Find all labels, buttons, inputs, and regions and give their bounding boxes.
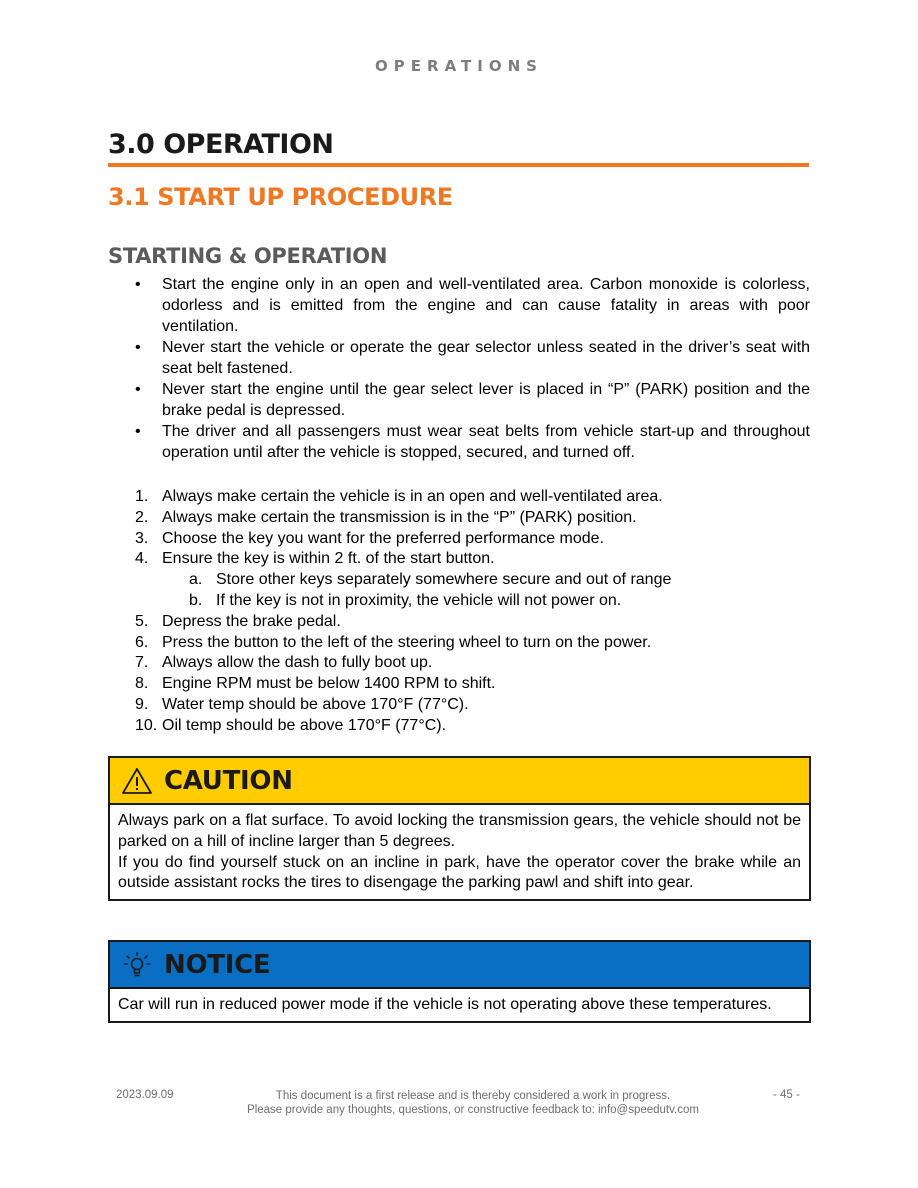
- list-item: [135, 612, 810, 633]
- running-head: OPERATIONS: [375, 57, 543, 75]
- notice-box: [108, 940, 811, 1023]
- step-number: 4.: [135, 550, 149, 568]
- step-text: Press the button to the left of the steering wheel to turn on the power.: [162, 633, 652, 651]
- bullet-text: Never start the vehicle or operate the gear selector unless seated in the driver’s seat with seat belt fastened.: [162, 339, 810, 377]
- footer-line: Please provide any thoughts, questions, or constructive feedback to: info@speedutv.com: [247, 1104, 699, 1116]
- step-number: 1.: [135, 488, 149, 505]
- bullet-marker: •: [135, 276, 141, 293]
- list-item: [135, 379, 810, 421]
- bullet-text: Never start the engine until the gear select lever is placed in “P” (PARK) position and the brake pedal is depressed.: [162, 381, 810, 419]
- section-title: 3.0 OPERATION: [108, 129, 334, 160]
- step-number: 6.: [135, 633, 149, 651]
- list-item: [135, 633, 810, 654]
- step-number: 3.: [135, 529, 149, 547]
- footer-line: This document is a first release and is thereby considered a work in progress.: [275, 1090, 671, 1102]
- subheading: STARTING & OPERATION: [108, 244, 388, 268]
- step-number: 9.: [135, 695, 149, 713]
- list-item: [135, 716, 810, 737]
- step-text: Always make certain the vehicle is in an open and well-ventilated area.: [162, 488, 663, 505]
- bullet-marker: •: [135, 381, 141, 398]
- footer-date: 2023.09.09: [116, 1089, 174, 1101]
- step-text: Ensure the key is within 2 ft. of the start button.: [162, 550, 495, 568]
- step-text: Always make certain the transmission is in the “P” (PARK) position.: [162, 508, 637, 526]
- subsection-title: 3.1 START UP PROCEDURE: [108, 183, 453, 211]
- caution-body: [110, 805, 809, 899]
- list-item: [135, 695, 810, 716]
- step-text: Water temp should be above 170°F (77°C).: [162, 695, 469, 713]
- step-number: 5.: [135, 612, 149, 630]
- caution-box: [108, 756, 811, 901]
- step-number: 10.: [135, 716, 158, 734]
- footer-note: [150, 1089, 796, 1117]
- list-item: [135, 529, 810, 550]
- step-text: Oil temp should be above 170°F (77°C).: [162, 716, 447, 734]
- list-item: [135, 421, 810, 463]
- caution-header: [110, 758, 809, 805]
- bullet-marker: •: [135, 339, 141, 356]
- step-number: a.: [189, 571, 203, 589]
- step-number: b.: [189, 591, 203, 609]
- step-text: Engine RPM must be below 1400 RPM to shift.: [162, 675, 496, 693]
- caution-paragraph: If you do find yourself stuck on an incline in park, have the operator cover the brake while an outside assistant rocks the tires to disengage the parking pawl and shift into gear.: [118, 853, 801, 892]
- lightbulb-icon: [110, 950, 164, 980]
- bullet-text: Start the engine only in an open and well-ventilated area. Carbon monoxide is colorless, odorless and is emitted from the engine and can cause fatality in areas with poor ventilation.: [162, 276, 810, 335]
- step-text: If the key is not in proximity, the vehicle will not power on.: [216, 591, 622, 609]
- list-item: [135, 591, 810, 612]
- list-item: [135, 337, 810, 379]
- section-title-rule: [108, 163, 809, 167]
- numbered-steps: [135, 487, 810, 737]
- step-number: 7.: [135, 654, 149, 672]
- step-text: Always allow the dash to fully boot up.: [162, 654, 433, 672]
- step-number: 8.: [135, 675, 149, 693]
- list-item: [135, 487, 810, 508]
- notice-body: [110, 989, 809, 1021]
- list-item: [135, 653, 810, 674]
- list-item: [135, 674, 810, 695]
- warning-triangle-icon: [110, 767, 164, 795]
- bullet-text: The driver and all passengers must wear seat belts from vehicle start-up and throughout operation until after the vehicle is stopped, secured, and turned off.: [162, 423, 810, 461]
- list-item: [135, 508, 810, 529]
- step-text: Store other keys separately somewhere secure and out of range: [216, 571, 672, 589]
- bullet-marker: •: [135, 423, 141, 440]
- notice-header: [110, 942, 809, 989]
- list-item: [135, 274, 810, 337]
- step-number: 2.: [135, 508, 149, 526]
- notice-text: Car will run in reduced power mode if the vehicle is not operating above these temperatures.: [118, 996, 772, 1013]
- list-item: [135, 570, 810, 591]
- list-item: [135, 549, 810, 570]
- caution-paragraph: Always park on a flat surface. To avoid locking the transmission gears, the vehicle should not be parked on a hill of incline larger than 5 degrees.: [118, 812, 801, 850]
- page-number: - 45 -: [773, 1089, 800, 1101]
- caution-title: CAUTION: [164, 765, 293, 796]
- notice-title: NOTICE: [164, 949, 271, 980]
- bullet-list: [135, 274, 810, 463]
- step-text: Depress the brake pedal.: [162, 612, 341, 630]
- step-text: Choose the key you want for the preferred performance mode.: [162, 529, 605, 547]
